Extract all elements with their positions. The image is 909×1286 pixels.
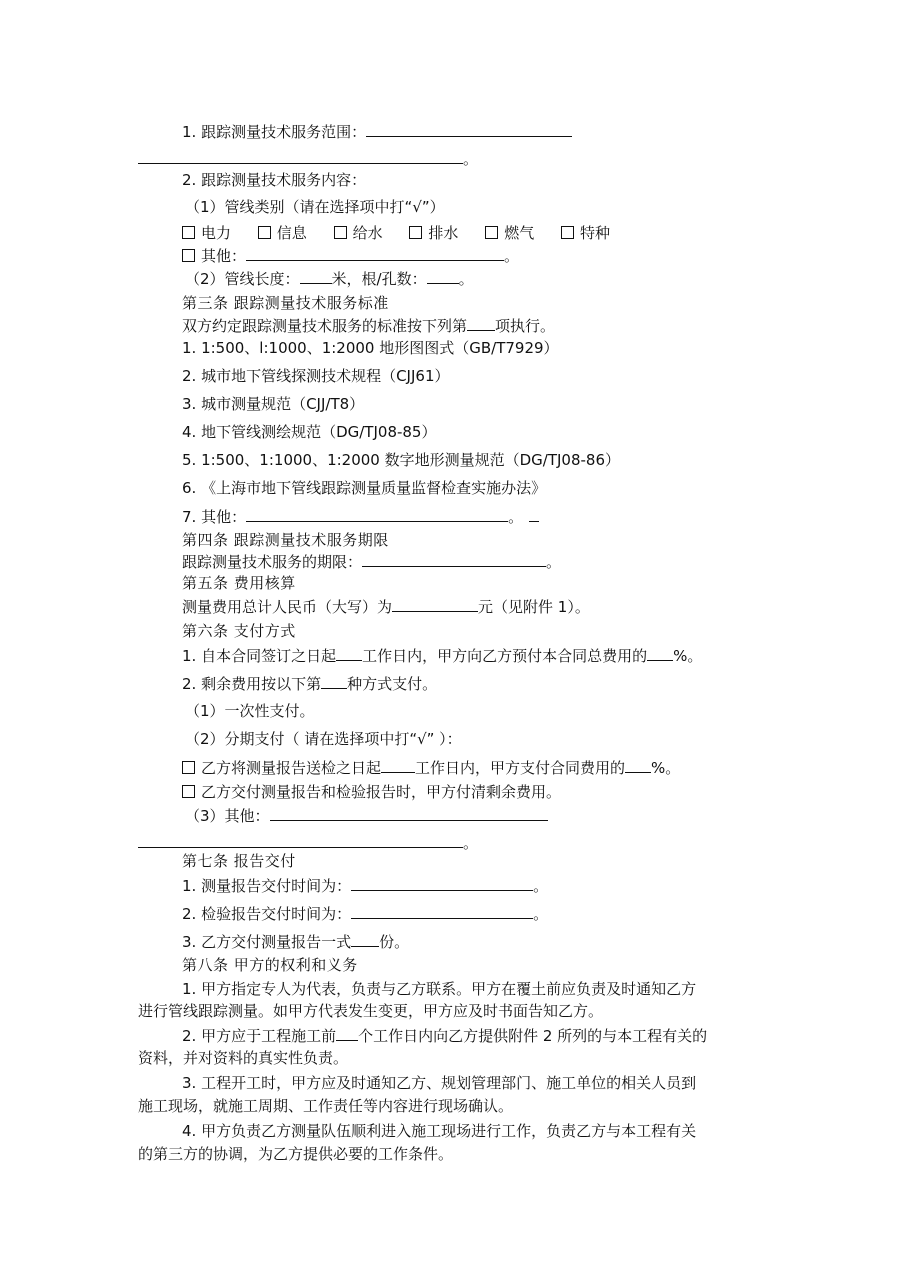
standard-item: 6. 《上海市地下管线跟踪测量质量监督检查实施办法》 <box>182 479 547 497</box>
article-5-heading: 第五条 费用核算 <box>182 574 296 592</box>
article-7-heading: 第七条 报告交付 <box>182 852 296 870</box>
payment-lump-sum: （1）一次性支付。 <box>185 702 315 720</box>
payment-other-blank[interactable] <box>270 805 548 821</box>
clause-1-line-1: 1. 甲方指定专人为代表，负责与乙方联系。甲方在覆土前应负责及时通知乙方 <box>182 980 697 998</box>
checkbox-icon[interactable] <box>561 226 574 239</box>
payment-2: 2. 剩余费用按以下第 种方式支付。 <box>182 675 438 693</box>
checkbox-icon[interactable] <box>485 226 498 239</box>
option-info[interactable]: 信息 <box>258 223 307 243</box>
checkbox-icon[interactable] <box>182 249 195 262</box>
checkbox-icon[interactable] <box>182 785 195 798</box>
period-line: 跟踪测量技术服务的期限： 。 <box>182 553 562 571</box>
payment-other-blank-2[interactable] <box>138 832 463 848</box>
pipe-type-options <box>182 223 632 243</box>
checkbox-icon[interactable] <box>409 226 422 239</box>
scope-blank-2[interactable] <box>138 148 463 164</box>
checkbox-icon[interactable] <box>182 226 195 239</box>
standard-other-line: 7. 其他： 。 <box>182 506 539 527</box>
pipe-other-blank[interactable] <box>246 245 504 261</box>
scope-label: 1. 跟踪测量技术服务范围： <box>182 123 367 141</box>
standard-item: 4. 地下管线测绘规范（DG/TJ08-85） <box>182 423 437 441</box>
survey-report-time-blank[interactable] <box>351 875 533 891</box>
option-electric[interactable]: 电力 <box>182 223 231 243</box>
standard-item: 5. 1:500、1:1000、1:2000 数字地形测量规范（DG/TJ08-86） <box>182 451 621 469</box>
clause-4-line-1: 4. 甲方负责乙方测量队伍顺利进入施工现场进行工作，负责乙方与本工程有关 <box>182 1122 697 1140</box>
clause-1-line-2: 进行管线跟踪测量。如甲方代表发生变更，甲方应及时书面告知乙方。 <box>138 1002 604 1020</box>
report-3: 3. 乙方交付测量报告一式 份。 <box>182 933 410 951</box>
pipe-count-blank[interactable] <box>427 268 459 284</box>
report-2: 2. 检验报告交付时间为： 。 <box>182 905 549 923</box>
period-blank[interactable] <box>362 551 546 567</box>
article-8-heading: 第八条 甲方的权利和义务 <box>182 956 358 974</box>
option-special[interactable]: 特种 <box>561 223 610 243</box>
content-label: 2. 跟踪测量技术服务内容： <box>182 171 367 189</box>
clause-2-line-1: 2. 甲方应于工程施工前 个工作日内向乙方提供附件 2 所列的与本工程有关的 <box>182 1027 708 1045</box>
clause-2-line-2: 资料，并对资料的真实性负责。 <box>138 1049 349 1067</box>
clause-4-line-2: 的第三方的协调，为乙方提供必要的工作条件。 <box>138 1145 454 1163</box>
prior-days-blank[interactable] <box>336 1025 358 1041</box>
option-water-supply[interactable]: 给水 <box>334 223 383 243</box>
pipe-other-line: 其他： 。 <box>182 245 519 266</box>
pipe-length-line: （2）管线长度： 米，根/孔数： 。 <box>185 270 474 288</box>
checkbox-icon[interactable] <box>182 761 195 774</box>
scope-blank[interactable] <box>366 121 572 137</box>
standard-choice-blank[interactable] <box>467 315 495 331</box>
clause-3-line-2: 施工现场，就施工周期、工作责任等内容进行现场确认。 <box>138 1097 514 1115</box>
option-gas[interactable]: 燃气 <box>485 223 534 243</box>
standard-item: 1. 1:500、l:1000、1:2000 地形图图式（GB/T7929） <box>182 339 559 357</box>
prepay-percent-blank[interactable] <box>647 645 673 661</box>
installment-days-blank[interactable] <box>381 757 415 773</box>
article-6-heading: 第六条 支付方式 <box>182 622 296 640</box>
article-3-heading: 第三条 跟踪测量技术服务标准 <box>182 294 389 312</box>
option-drainage[interactable]: 排水 <box>409 223 458 243</box>
copies-blank[interactable] <box>351 931 379 947</box>
standard-other-blank[interactable] <box>246 506 508 522</box>
installment-percent-blank[interactable] <box>625 757 651 773</box>
payment-1: 1. 自本合同签订之日起 工作日内，甲方向乙方预付本合同总费用的 %。 <box>182 647 703 665</box>
checkbox-icon[interactable] <box>334 226 347 239</box>
payment-installment: （2）分期支付（ 请在选择项中打“√” ）： <box>185 730 462 748</box>
clause-3-line-1: 3. 工程开工时，甲方应及时通知乙方、规划管理部门、施工单位的相关人员到 <box>182 1074 697 1092</box>
article-4-heading: 第四条 跟踪测量技术服务期限 <box>182 531 389 549</box>
inspection-report-time-blank[interactable] <box>351 903 533 919</box>
scope-line <box>182 121 572 142</box>
payment-other-cont: 。 <box>138 832 478 853</box>
report-1: 1. 测量报告交付时间为： 。 <box>182 877 549 895</box>
installment-option-1: 乙方将测量报告送检之日起 工作日内，甲方支付合同费用的 %。 <box>182 757 680 778</box>
standard-item: 3. 城市测量规范（CJJ/T8） <box>182 395 365 413</box>
scope-line-cont: 。 <box>138 148 478 169</box>
payment-other-line: （3）其他： <box>185 805 548 826</box>
pipe-type-label: （1）管线类别（请在选择项中打“√”） <box>185 198 445 216</box>
checkbox-icon[interactable] <box>258 226 271 239</box>
standard-item: 2. 城市地下管线探测技术规程（CJJ61） <box>182 367 450 385</box>
fee-line: 测量费用总计人民币（大写）为 元（见附件 1）。 <box>182 598 590 616</box>
prepay-days-blank[interactable] <box>336 645 362 661</box>
method-choice-blank[interactable] <box>321 673 347 689</box>
standard-other-tail <box>529 506 539 522</box>
fee-blank[interactable] <box>392 596 478 612</box>
article-3-intro: 双方约定跟踪测量技术服务的标准按下列第 项执行。 <box>182 317 556 335</box>
pipe-length-blank[interactable] <box>300 268 332 284</box>
installment-option-2: 乙方交付测量报告和检验报告时，甲方付清剩余费用。 <box>182 782 561 802</box>
